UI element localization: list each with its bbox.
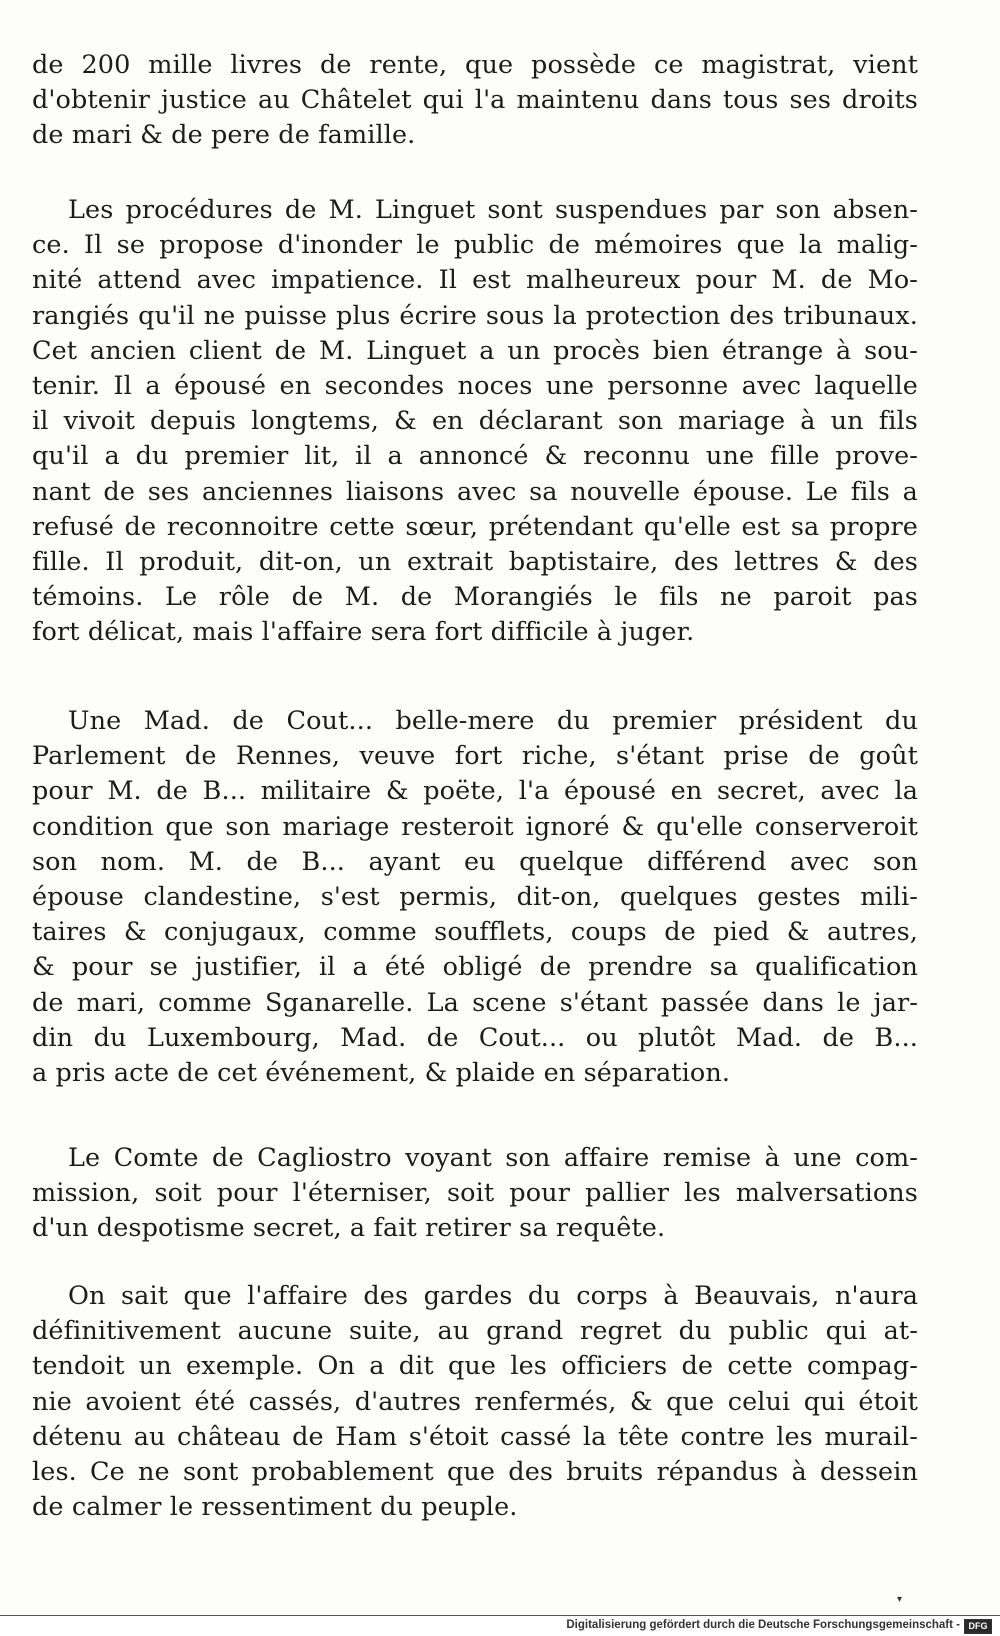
- paragraph-beauvais: [32, 1279, 918, 1525]
- text-line: de calmer le ressentiment du peuple.: [32, 1492, 518, 1523]
- text-line: nant de ses anciennes liaisons avec sa nouvelle épouse. Le fils a: [32, 476, 918, 507]
- text-line: Parlement de Rennes, veuve fort riche, s'étant prise de goût: [32, 741, 918, 772]
- text-line: nité attend avec impatience. Il est malheureux pour M. de Mo-: [32, 265, 918, 296]
- text-line: détenu au château de Ham s'étoit cassé la tête contre les murail-: [32, 1421, 918, 1452]
- text-line: Le Comte de Cagliostro voyant son affaire remise à une com-: [68, 1143, 918, 1173]
- text-line: il vivoit depuis longtems, & en déclarant son mariage à un fils: [32, 406, 918, 437]
- text-line: On sait que l'affaire des gardes du corps à Beauvais, n'aura: [68, 1281, 918, 1311]
- text-line: Les procédures de M. Linguet sont suspendues par son absen-: [68, 195, 918, 225]
- text-line: fille. Il produit, dit-on, un extrait baptistaire, des lettres & des: [32, 547, 918, 578]
- paragraph-continuation: [32, 48, 918, 154]
- text-line: témoins. Le rôle de M. de Morangiés le fils ne paroit pas: [32, 582, 918, 613]
- digitization-footer: [0, 1615, 1000, 1636]
- funding-credit: Digitalisierung gefördert durch die Deutsche Forschungsgemeinschaft -: [566, 1619, 960, 1631]
- text-line: & pour se justifier, il a été obligé de prendre sa qualification: [32, 952, 918, 983]
- text-line: tenir. Il a épousé en secondes noces une personne avec laquelle: [32, 371, 918, 402]
- text-line: condition que son mariage resteroit ignoré & qu'elle conserveroit: [32, 811, 918, 842]
- paragraph-cagliostro: [32, 1141, 918, 1247]
- text-line: mission, soit pour l'éterniser, soit pour pallier les malversations: [32, 1178, 918, 1209]
- text-line: Une Mad. de Cout... belle-mere du premier président du: [68, 706, 918, 736]
- text-line: ce. Il se propose d'inonder le public de mémoires que la malig-: [32, 230, 918, 261]
- text-line: rangiés qu'il ne puisse plus écrire sous la protection des tribunaux.: [32, 300, 918, 331]
- text-line: refusé de reconnoitre cette sœur, prétendant qu'elle est sa propre: [32, 511, 918, 542]
- print-mark: ▾: [897, 1594, 903, 1605]
- text-line: a pris acte de cet événement, & plaide en séparation.: [32, 1058, 731, 1089]
- text-line: taires & conjugaux, comme soufflets, coups de pied & autres,: [32, 917, 918, 948]
- paragraph-linguet: [32, 193, 918, 651]
- text-line: fort délicat, mais l'affaire sera fort difficile à juger.: [32, 617, 695, 648]
- text-line: les. Ce ne sont probablement que des bruits répandus à dessein: [32, 1457, 918, 1488]
- text-line: din du Luxembourg, Mad. de Cout... ou plutôt Mad. de B...: [32, 1022, 918, 1053]
- text-line: définitivement aucune suite, au grand regret du public qui at-: [32, 1316, 918, 1347]
- text-line: de mari, comme Sganarelle. La scene s'étant passée dans le jar-: [32, 987, 918, 1018]
- dfg-logo: DFG: [964, 1619, 992, 1634]
- text-line: pour M. de B... militaire & poëte, l'a épousé en secret, avec la: [32, 776, 918, 807]
- paragraph-mad-de-cout: [32, 704, 918, 1091]
- text-line: épouse clandestine, s'est permis, dit-on, quelques gestes mili-: [32, 882, 918, 913]
- text-line: tendoit un exemple. On a dit que les officiers de cette compag-: [32, 1351, 918, 1382]
- text-line: de 200 mille livres de rente, que possède ce magistrat, vient: [32, 50, 918, 80]
- text-line: d'un despotisme secret, a fait retirer sa requête.: [32, 1213, 666, 1244]
- text-line: nie avoient été cassés, d'autres renfermés, & que celui qui étoit: [32, 1386, 918, 1417]
- text-line: d'obtenir justice au Châtelet qui l'a maintenu dans tous ses droits: [32, 85, 918, 116]
- text-line: de mari & de pere de famille.: [32, 120, 416, 151]
- text-line: son nom. M. de B... ayant eu quelque différend avec son: [32, 846, 918, 877]
- text-line: Cet ancien client de M. Linguet a un procès bien étrange à sou-: [32, 335, 918, 366]
- text-line: qu'il a du premier lit, il a annoncé & reconnu une fille prove-: [32, 441, 918, 472]
